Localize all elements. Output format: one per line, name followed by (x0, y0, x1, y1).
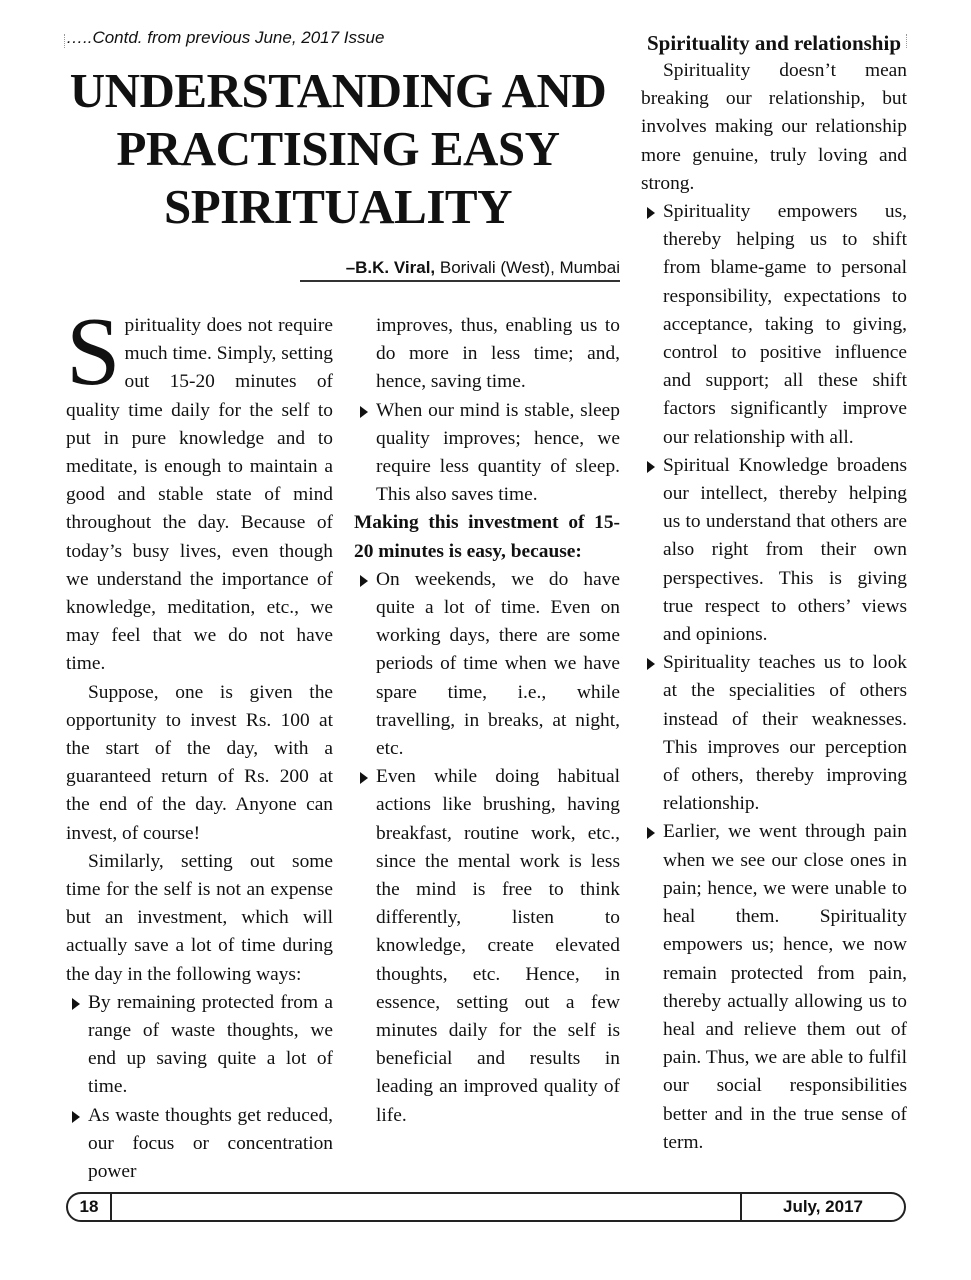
section-heading: Spirituality and relationship (646, 31, 901, 55)
triangle-bullet-icon (647, 658, 655, 670)
paragraph: Suppose, one is given the opportunity to invest Rs. 100 at the start of the day, with a guaranteed return of Rs. 200 at the end of the day. Anyone can invest, of course! (66, 681, 333, 844)
crop-mark (64, 34, 65, 48)
bullet-item: Even while doing habitual actions like brushing, having breakfast, routine work, etc., since the mental work is less the mind is free to think differently, listen to knowledge, create elevated thoughts, etc. Hence, in essence, setting out a few minutes daily for the self is beneficial and results in leading an improved quality of life. (354, 763, 620, 1130)
bullet-item: When our mind is stable, sleep quality improves; hence, we require less quantity of sleep. This also saves time. (354, 397, 620, 510)
page-number: 18 (68, 1194, 112, 1220)
bullet-item: Earlier, we went through pain when we see our close ones in pain; hence, we were unable to heal them. Spirituality empowers us; hence, we now remain protected from pain, thereby actually allowing us to heal and relieve them out of pain. Thus, we are able to fulfil our social responsibilities better and in the true sense of term. (641, 818, 907, 1156)
triangle-bullet-icon (360, 406, 368, 418)
intro-paragraph: Spirituality does not require much time. Simply, setting out 15-20 minutes of quality time daily for the self to put in pure knowledge and to meditate, is enough to maintain a good and stable state of mind throughout the day. Because of today’s busy lives, even though we understand the importance of knowledge, meditation, etc., we may feel that we do not have time. (66, 298, 333, 675)
triangle-bullet-icon (72, 1111, 80, 1123)
page-footer (66, 1192, 906, 1222)
subheading: Making this investment of 15-20 minutes is easy, because: (354, 512, 620, 562)
column-3 (641, 29, 907, 1157)
paragraph: Similarly, setting out some time for the self is not an expense but an investment, which will actually save a lot of time during the day in the following ways: (66, 850, 333, 985)
continued-note: …..Contd. from previous June, 2017 Issue (66, 28, 385, 47)
bullet-item: By remaining protected from a range of waste thoughts, we end up saving quite a lot of time. (66, 989, 333, 1102)
byline (300, 258, 620, 282)
bullet-item: Spirituality empowers us, thereby helping us to shift from blame-game to personal responsibility, expectations to acceptance, taking to giving, control to positive influence and support; all these shift factors significantly improve our relationship with all. (641, 198, 907, 452)
bullet-item: As waste thoughts get reduced, our focus or concentration power (66, 1102, 333, 1187)
issue-date: July, 2017 (740, 1194, 904, 1220)
author-name: –B.K. Viral, (345, 258, 436, 277)
triangle-bullet-icon (360, 575, 368, 587)
bullet-item: Spirituality teaches us to look at the specialities of others instead of their weaknesses. This improves our perception of others, thereby improving relationship. (641, 649, 907, 818)
bullet-item: Spiritual Knowledge broadens our intellect, thereby helping us to understand that others are also right from their own perspectives. This is giving true respect to others’ views and opinions. (641, 452, 907, 649)
triangle-bullet-icon (72, 998, 80, 1010)
article-title: UNDERSTANDING AND PRACTISING EASY SPIRITUALITY (69, 63, 607, 234)
column-2 (354, 312, 620, 1130)
continued-text: improves, thus, enabling us to do more in less time; and, hence, saving time. (376, 315, 620, 393)
triangle-bullet-icon (360, 772, 368, 784)
author-place: Borivali (West), Mumbai (439, 258, 620, 277)
drop-cap: S (66, 298, 121, 406)
bullet-item: On weekends, we do have quite a lot of time. Even on working days, there are some periods of time when we have spare time, i.e., while travelling, in breaks, at night, etc. (354, 566, 620, 763)
column-1 (66, 298, 333, 1186)
paragraph: Spirituality doesn’t mean breaking our relationship, but involves making our relationship more genuine, truly loving and strong. (641, 60, 907, 194)
triangle-bullet-icon (647, 207, 655, 219)
triangle-bullet-icon (647, 461, 655, 473)
triangle-bullet-icon (647, 827, 655, 839)
